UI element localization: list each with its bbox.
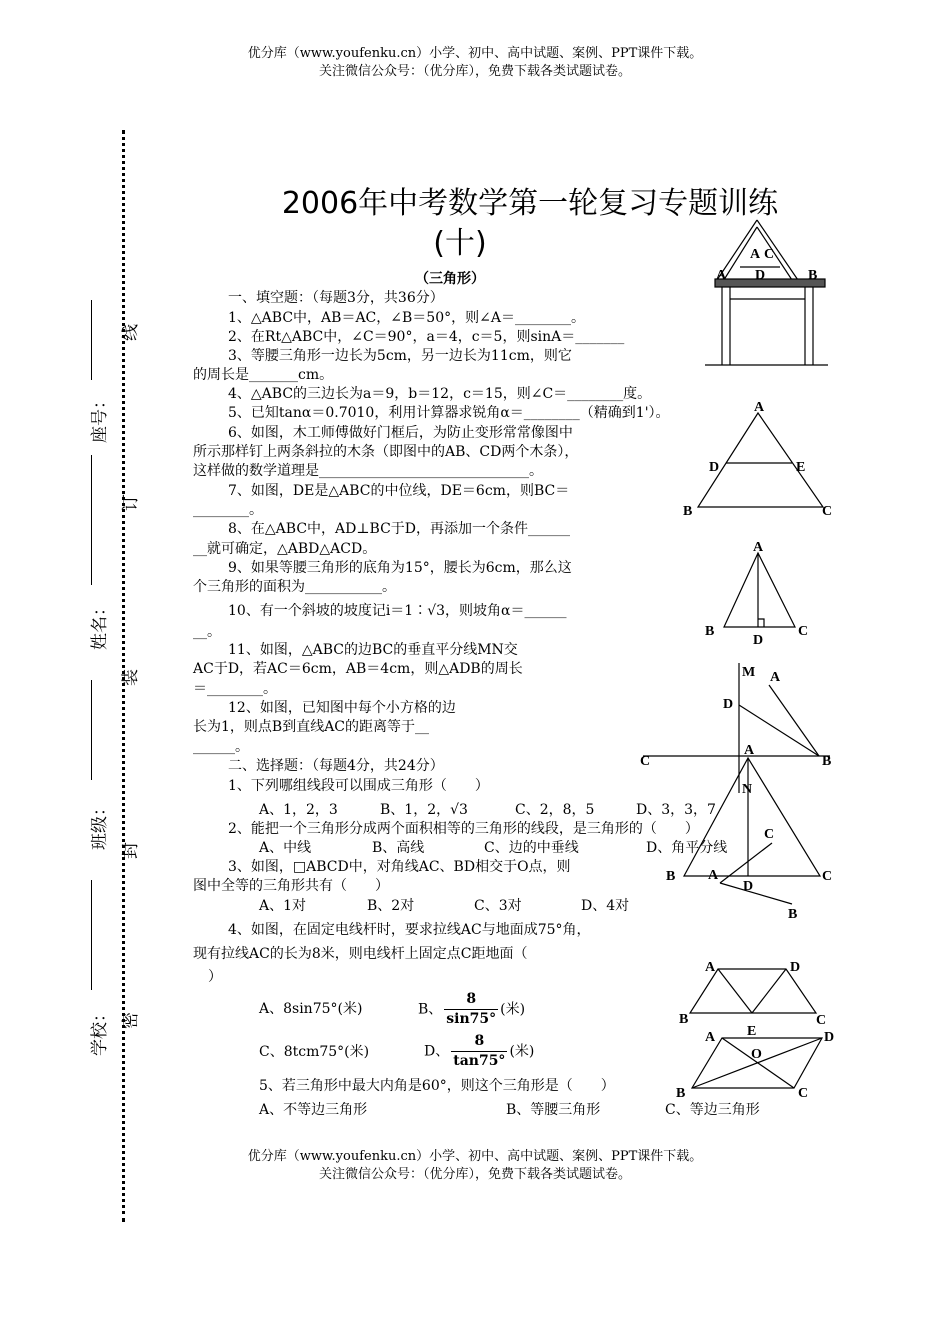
class-label: 班级： — [90, 799, 110, 850]
mc2-option-d: D、角平分线 — [646, 840, 728, 856]
mc2-option-c: C、边的中垂线 — [484, 840, 579, 856]
midline-label-b: B — [683, 504, 693, 519]
midline-triangle-figure — [680, 395, 840, 525]
door-label-d: D — [755, 268, 766, 283]
mc4-option-d-unit: (米) — [509, 1043, 535, 1060]
mc5-option-b: B、等腰三角形 — [506, 1102, 601, 1118]
q5-line: 5、已知tanα＝0.7010，利用计算器求锐角α＝________（精确到1'）。 — [228, 405, 670, 421]
bisector-label-n: N — [742, 782, 753, 795]
altitude-label-a: A — [753, 540, 764, 555]
q1-line: 1、△ABC中，AB＝AC，∠B＝50°，则∠A＝________。 — [228, 310, 585, 326]
pole-label-c-wire: C — [764, 827, 775, 842]
q7-line-1: 7、如图，DE是△ABC的中位线，DE＝6cm，则BC＝ — [228, 483, 570, 499]
mc4-option-b-prefix: B、 — [418, 1001, 443, 1018]
name-blank — [91, 455, 92, 585]
q3-line-1: 3、等腰三角形一边长为5cm，另一边长为11cm，则它 — [228, 348, 572, 364]
mc4-option-b-denominator: sin75° — [446, 1011, 497, 1027]
section2-heading: 二、选择题：（每题4分，共24分） — [228, 758, 444, 774]
mc4-option-d-numerator: 8 — [451, 1032, 507, 1052]
mc5-option-c: C、等边三角形 — [665, 1102, 760, 1118]
seal-char-zhuang: 装 — [121, 669, 141, 686]
altitude-label-b: B — [705, 624, 715, 639]
q2-line: 2、在Rt△ABC中，∠C＝90°，a＝4，c＝5，则sinA＝_______ — [228, 329, 625, 345]
mc1-option-d: D、3，3，7 — [636, 802, 716, 818]
door-label-a: A — [716, 268, 727, 283]
q8-line-1: 8、在△ABC中，AD⊥BC于D，再添加一个条件______ — [228, 521, 571, 537]
bisector-label-m: M — [742, 665, 756, 680]
title-sub: (十) — [433, 226, 487, 261]
altitude-triangle-figure — [700, 535, 820, 650]
pole-label-a: A — [708, 868, 719, 883]
bisector-label-b: B — [822, 754, 832, 769]
seal-char-ding: 订 — [121, 494, 141, 511]
grid-label-a: A — [705, 960, 716, 975]
school-label: 学校： — [90, 1005, 110, 1056]
q9-line-1: 9、如果等腰三角形的底角为15°，腰长为6cm，那么这 — [228, 560, 572, 576]
mc4-option-d-denominator: tan75° — [453, 1053, 506, 1069]
q11-line-1: 11、如图，△ABC的边BC的垂直平分线MN交 — [228, 642, 518, 658]
q10-line-1: 10、有一个斜坡的坡度记i＝1∶√3，则坡角α＝______ — [228, 603, 567, 619]
parallelogram-label-b: B — [676, 1086, 686, 1101]
footer-line-1: 优分库（www.youfenku.cn）小学、初中、高中试题、案例、PPT课件下载。 — [247, 1149, 703, 1164]
mc5-stem: 5、若三角形中最大内角是60°，则这个三角形是（ ） — [259, 1078, 615, 1094]
mc2-stem: 2、能把一个三角形分成两个面积相等的三角形的线段，是三角形的（ ） — [228, 821, 699, 837]
door-label-a-top: A — [750, 247, 761, 262]
grid-label-e: E — [747, 1024, 757, 1039]
footer-line-2: 关注微信公众号：（优分库），免费下载各类试题试卷。 — [318, 1167, 631, 1182]
mc4-stem-3: ） — [208, 969, 222, 985]
q10-line-2: __。 — [193, 624, 221, 640]
parallelogram-label-a: A — [705, 1030, 716, 1045]
pole-label-b: B — [666, 869, 676, 884]
parallelogram-figure — [672, 1022, 842, 1102]
q9-line-2: 个三角形的面积为___________。 — [193, 579, 396, 595]
mc4-stem-1: 4、如图，在固定电线杆时，要求拉线AC与地面成75°角， — [228, 922, 591, 938]
mc5-option-a: A、不等边三角形 — [259, 1102, 368, 1118]
title-main: 2006年中考数学第一轮复习专题训练 — [281, 186, 779, 221]
mc1-option-b: B、1，2，√3 — [380, 802, 468, 818]
mc3-option-b: B、2对 — [367, 898, 415, 914]
q8-line-2: __就可确定，△ABD△ACD。 — [193, 541, 377, 557]
mc1-option-a: A、1，2，3 — [259, 802, 338, 818]
header-line-2: 关注微信公众号：（优分库），免费下载各类试题试卷。 — [318, 64, 631, 79]
door-label-c-top: C — [764, 247, 775, 262]
q11-line-3: ＝________。 — [193, 681, 277, 697]
q6-line-3: 这样做的数学道理是______________________________。 — [193, 463, 543, 479]
parallelogram-label-d: D — [824, 1030, 835, 1045]
midline-label-d: D — [709, 460, 720, 475]
bisector-label-a: A — [770, 670, 781, 685]
door-label-b: B — [808, 268, 818, 283]
mc4-option-c: C、8tcm75°(米) — [259, 1044, 370, 1060]
mc3-option-c: C、3对 — [474, 898, 522, 914]
mc4-option-d — [424, 1032, 534, 1071]
seal-char-feng: 封 — [121, 842, 141, 859]
seal-char-xian: 线 — [121, 324, 141, 341]
grid-label-b: B — [679, 1012, 689, 1027]
grid-label-c: C — [816, 1013, 827, 1028]
q11-line-2: AC于D，若AC＝6cm，AB＝4cm，则△ADB的周长 — [193, 661, 523, 677]
pole-triangle-figure — [660, 738, 840, 923]
q3-line-2: 的周长是_______cm。 — [193, 367, 334, 383]
q7-line-2: ________。 — [193, 502, 263, 518]
pole-label-d: D — [743, 879, 754, 894]
mc4-option-d-prefix: D、 — [424, 1043, 450, 1060]
q12-line-3: ______。 — [193, 739, 249, 755]
mc4-option-d-fraction — [451, 1032, 507, 1071]
mc4-option-b-unit: (米) — [500, 1001, 526, 1018]
header-line-1: 优分库（www.youfenku.cn）小学、初中、高中试题、案例、PPT课件下载。 — [247, 46, 703, 61]
bisector-label-d: D — [723, 697, 734, 712]
midline-label-a: A — [754, 400, 765, 415]
seal-char-mi: 密 — [121, 1012, 141, 1029]
mc1-stem: 1、下列哪组线段可以围成三角形（ ） — [228, 778, 489, 794]
pole-label-c: C — [822, 869, 833, 884]
seat-number-label: 座号： — [90, 392, 110, 443]
mc3-option-a: A、1对 — [259, 898, 307, 914]
mc1-option-c: C、2，8，5 — [515, 802, 595, 818]
altitude-label-d: D — [753, 633, 764, 648]
q12-line-1: 12、如图，已知图中每个小方格的边 — [228, 700, 456, 716]
mc4-option-b-fraction — [444, 990, 498, 1029]
seat-number-blank — [91, 300, 92, 380]
pole-label-a-top: A — [744, 743, 755, 758]
grid-label-d: D — [790, 960, 801, 975]
pole-label-b-wire: B — [788, 907, 798, 922]
mc2-option-a: A、中线 — [259, 840, 312, 856]
mc3-option-d: D、4对 — [581, 898, 630, 914]
q6-line-2: 所示那样钉上两条斜拉的木条（即图中的AB、CD两个木条）， — [193, 444, 579, 460]
q6-line-1: 6、如图，木工师傅做好门框后，为防止变形常常像图中 — [228, 425, 573, 441]
mc3-stem-1: 3、如图，□ABCD中，对角线AC、BD相交于O点，则 — [228, 859, 571, 875]
mc4-option-b — [418, 990, 525, 1029]
parallelogram-label-c: C — [798, 1086, 809, 1101]
mc4-stem-2: 现有拉线AC的长为8米，则电线杆上固定点C距地面（ — [193, 946, 528, 962]
parallelogram-label-o: O — [751, 1047, 762, 1062]
midline-label-c: C — [822, 504, 833, 519]
midline-label-e: E — [796, 460, 806, 475]
name-label: 姓名： — [90, 599, 110, 650]
school-blank — [91, 880, 92, 990]
class-blank — [91, 680, 92, 780]
q4-line: 4、△ABC的三边长为a＝9，b＝12，c＝15，则∠C＝________度。 — [228, 386, 652, 402]
section1-heading: 一、填空题：（每题3分，共36分） — [228, 290, 444, 306]
title-topic: （三角形） — [415, 271, 485, 287]
door-frame-figure — [700, 215, 835, 370]
mc4-option-a: A、8sin75°(米) — [259, 1001, 363, 1017]
q12-line-2: 长为1，则点B到直线AC的距离等于__ — [193, 719, 430, 735]
mc4-option-b-numerator: 8 — [444, 990, 498, 1010]
altitude-label-c: C — [798, 624, 809, 639]
mc2-option-b: B、高线 — [372, 840, 425, 856]
bisector-label-c: C — [640, 754, 651, 769]
mc3-stem-2: 图中全等的三角形共有（ ） — [193, 878, 389, 894]
